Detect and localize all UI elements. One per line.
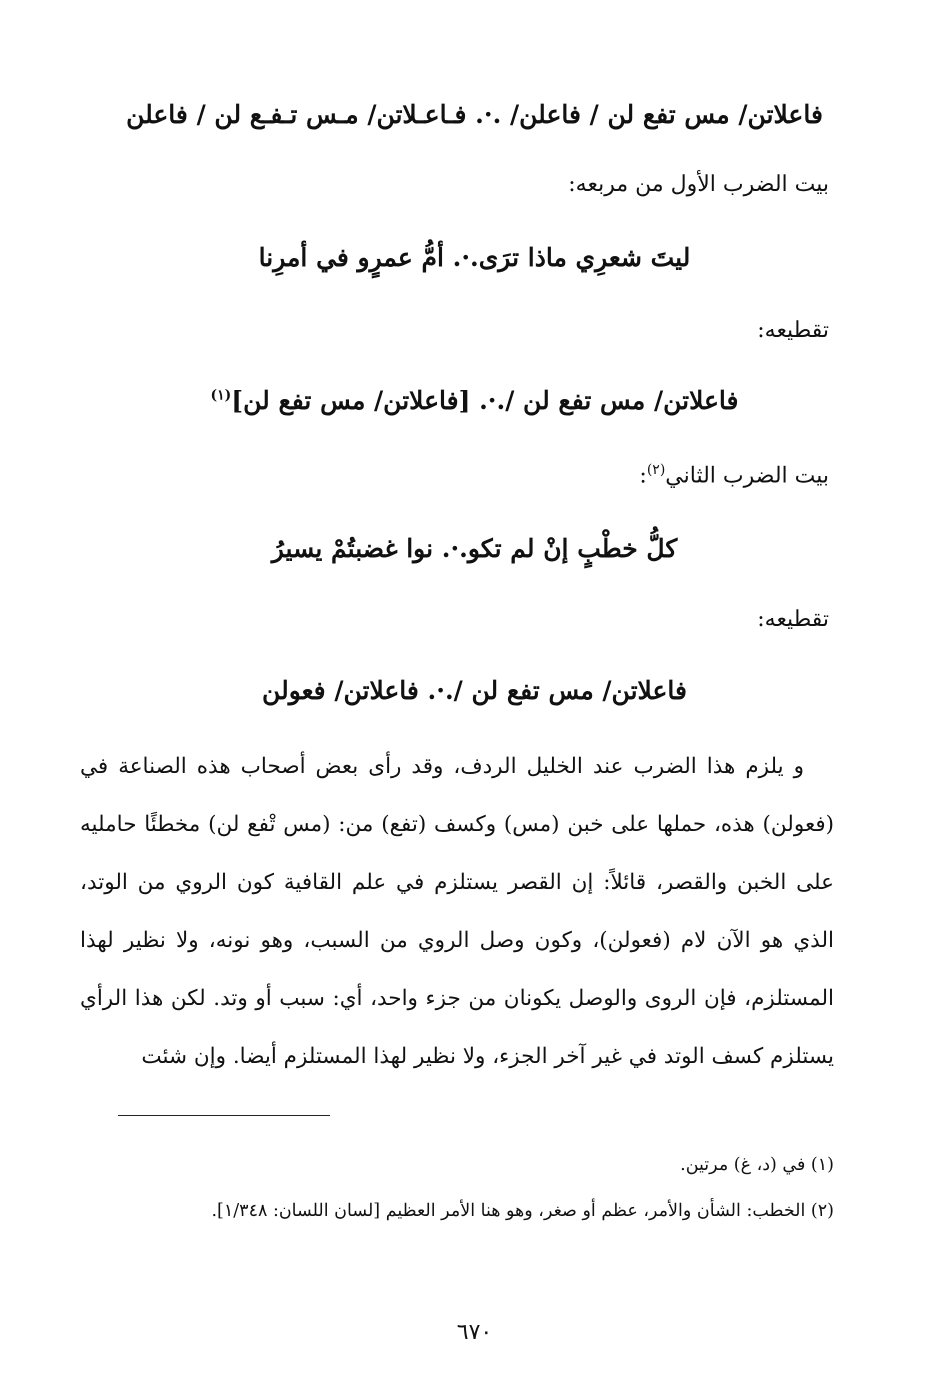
scansion-text: فاعلاتن/ مس تفع لن /.·. [فاعلاتن/ مس تفع لن]	[231, 386, 739, 415]
heading-second-meter	[639, 462, 829, 488]
footnote-2: (٢) الخطب: الشأن والأمر، عظم أو صغر، وهو هنا الأمر العظيم [لسان اللسان: ١/٣٤٨].	[211, 1201, 834, 1221]
scansion-label-2: تقطيعه:	[757, 607, 829, 632]
body-paragraph	[80, 738, 834, 1086]
footnote-1: (١) في (د، غ) مرتين.	[680, 1155, 834, 1175]
paragraph-text: و يلزم هذا الضرب عند الخليل الردف، وقد رأى بعض أصحاب هذه الصناعة في (فعولن) هذه، حملها على خبن (مس) وكسف (تفع) من: (مس تْفع لن) مخطئًا حامليه على الخبن والقصر، قائلاً: إن القصر يستلزم في علم القافية كون الروي من الوتد، الذي هو الآن لام (فعولن)، وكون وصل الروي من السبب، وهو نونه، ولا نظير لهذا المستلزم، فإن الروى والوصل يكونان من جزء واحد، أي: سبب أو وتد. لكن هذا الرأي يستلزم كسف الوتد في غير آخر الجزء، ولا نظير لهذا المستلزم أيضا. وإن شئت	[80, 754, 834, 1069]
heading-first-meter: بيت الضرب الأول من مربعه:	[568, 172, 829, 197]
footnote-ref-2: (٢)	[646, 462, 666, 478]
scansion-label-1: تقطيعه:	[757, 318, 829, 343]
scansion-line-2	[80, 386, 869, 415]
footnote-divider	[118, 1115, 330, 1116]
scansion-line-1: فاعلاتن/ مس تفع لن / فاعلن/ .·. فـاعـلاتن/ مـس تـفـع لن / فاعلن	[126, 100, 823, 129]
scansion-line-3: فاعلاتن/ مس تفع لن /.·. فاعلاتن/ فعولن	[262, 676, 687, 705]
page-number: ٦٧٠	[456, 1320, 493, 1345]
footnote-ref-1: (١)	[210, 387, 232, 404]
heading-colon: :	[639, 463, 647, 489]
verse-line-2: كلُّ خطْبٍ إنْ لم تكو.·. نوا غضبتُمْ يسيرُ	[271, 534, 678, 563]
heading-text: بيت الضرب الثاني	[665, 463, 829, 489]
verse-line-1: ليتَ شعرِي ماذا ترَى.·. أمُّ عمرٍو في أمرِنا	[258, 243, 691, 272]
